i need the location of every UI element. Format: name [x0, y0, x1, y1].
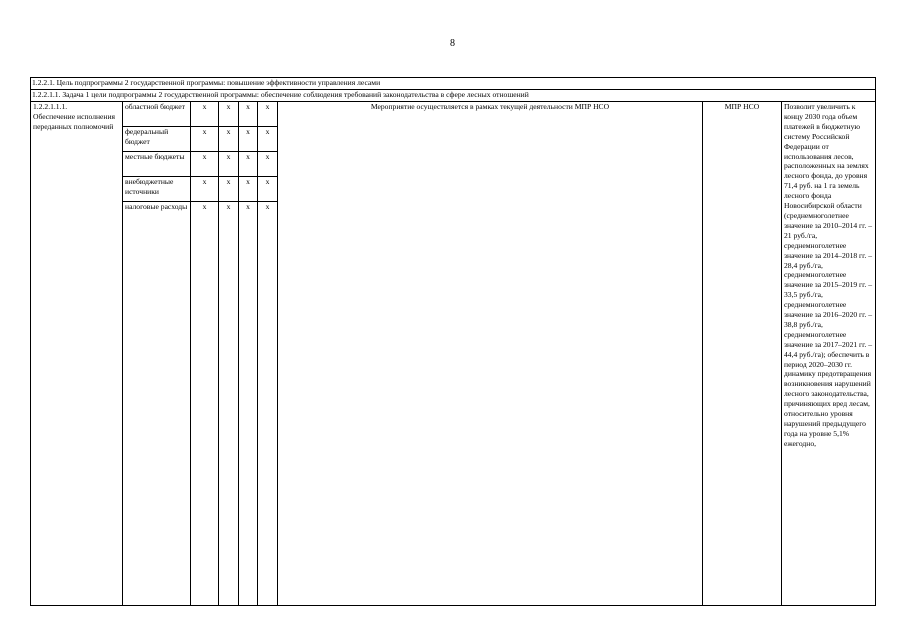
mark-cell: x: [239, 102, 258, 127]
measure-code: 1.2.2.1.1.1.: [33, 102, 68, 111]
source-name: налоговые расходы: [123, 202, 191, 606]
mark-cell: x: [191, 177, 219, 202]
mark-cell: x: [258, 127, 278, 152]
mark-cell: x: [191, 102, 219, 127]
source-name: областной бюджет: [123, 102, 191, 127]
mark-cell: x: [239, 177, 258, 202]
task-row: [31, 90, 876, 102]
mark-cell: x: [219, 202, 239, 606]
measure-cell: [31, 102, 123, 606]
source-name: федеральный бюджет: [123, 127, 191, 152]
mark-cell: x: [258, 177, 278, 202]
mark-cell: x: [191, 127, 219, 152]
mark-cell: x: [219, 177, 239, 202]
expected-result-cell: Позволит увеличить к концу 2030 года объем платежей в бюджетную систему Российской Федерации от использования лесов, расположенных на землях лесного фонда, до уровня 71,4 руб. на 1 га земель лесного фонда Новосибирской области (среднемноголетнее значение за 2010–2014 гг. – 21 руб./га, среднемноголетнее значение за 2014–2018 гг. – 28,4 руб./га, среднемноголетнее значение за 2015–2019 гг. – 33,5 руб./га, среднемноголетнее значение за 2016–2020 гг. – 38,8 руб./га, среднемноголетнее значение за 2017–2021 гг. – 44,4 руб./га); обеспечить в период 2020–2030 гг. динамику предотвращения возникновения нарушений лесного законодательства, причиняющих вред лесам, относительно уровня нарушений предыдущего года на уровне 5,1% ежегодно,: [782, 102, 876, 606]
mark-cell: x: [239, 152, 258, 177]
measure-name: Обеспечение исполнения переданных полномочий: [33, 111, 116, 131]
source-row: [31, 102, 876, 127]
source-name: внебюджетные источники: [123, 177, 191, 202]
goal-row: [31, 78, 876, 90]
source-name: местные бюджеты: [123, 152, 191, 177]
mark-cell: x: [239, 127, 258, 152]
activity-cell: Мероприятие осуществляется в рамках текущей деятельности МПР НСО: [278, 102, 703, 606]
executor-cell: МПР НСО: [703, 102, 782, 606]
mark-cell: x: [219, 152, 239, 177]
goal-text: 1.2.2.1. Цель подпрограммы 2 государственной программы: повышение эффективности управления лесами: [31, 78, 876, 90]
mark-cell: x: [258, 152, 278, 177]
mark-cell: x: [191, 202, 219, 606]
mark-cell: x: [191, 152, 219, 177]
program-activities-table: [30, 77, 876, 606]
page-number: 8: [450, 38, 455, 49]
mark-cell: x: [258, 202, 278, 606]
mark-cell: x: [258, 102, 278, 127]
task-text: 1.2.2.1.1. Задача 1 цели подпрограммы 2 государственной программы: обеспечение соблюдения требований законодательства в сфере лесных отношений: [31, 90, 876, 102]
mark-cell: x: [239, 202, 258, 606]
mark-cell: x: [219, 102, 239, 127]
mark-cell: x: [219, 127, 239, 152]
